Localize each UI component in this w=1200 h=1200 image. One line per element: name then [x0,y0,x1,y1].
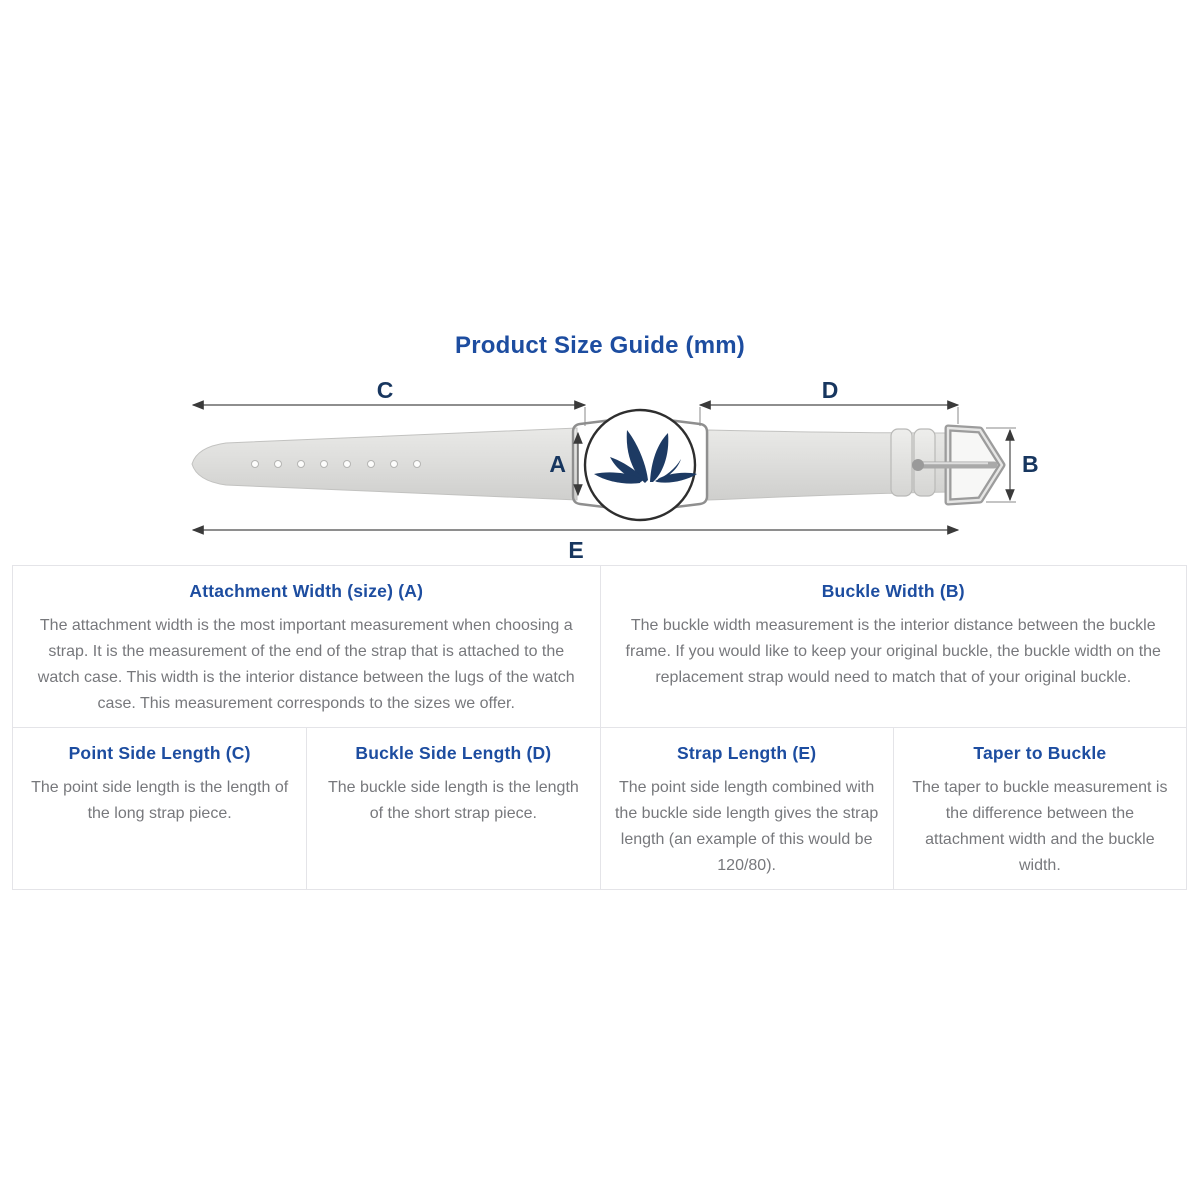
attachment-width-cell [13,566,600,727]
buckle-width-heading: Buckle Width (B) [821,581,965,601]
strap-length-heading: Strap Length (E) [676,743,817,763]
taper-to-buckle-cell [893,728,1186,889]
strap-length-description: The point side length combined with the buckle side length gives the strap length (an example of this would be 120/80). [614,779,879,874]
page-title: Product Size Guide (mm) [455,332,745,359]
point-side-length-cell [13,728,306,889]
strap-length-cell [600,728,893,889]
size-guide-table [12,565,1187,890]
dimension-label-d: D [821,377,839,403]
attachment-width-heading: Attachment Width (size) (A) [189,581,424,601]
point-side-length-heading: Point Side Length (C) [68,743,251,763]
buckle-side-length-cell [306,728,599,889]
size-guide-row-bottom [13,727,1186,889]
dimension-label-b: B [1022,451,1039,477]
buckle-width-description: The buckle width measurement is the interior distance between the buckle frame. If you would like to keep your original buckle, the buckle width on the replacement strap would need to match that of your original buckle. [625,617,1161,686]
size-guide-row-top [13,566,1186,727]
dimension-label-e: E [568,537,584,563]
buckle-side-length-description: The buckle side length is the length of the short strap piece. [327,779,579,822]
dimension-label-a: A [549,451,566,477]
taper-to-buckle-heading: Taper to Buckle [973,743,1107,763]
buckle-side-length-heading: Buckle Side Length (D) [355,743,552,763]
strap-point-side [192,428,577,500]
point-side-length-description: The point side length is the length of the long strap piece. [31,779,289,822]
dimension-label-c: C [376,377,394,403]
buckle-width-cell [600,566,1187,727]
taper-to-buckle-description: The taper to buckle measurement is the difference between the attachment width and the buckle width. [912,779,1168,874]
attachment-width-description: The attachment width is the most important measurement when choosing a strap. It is the measurement of the end of the strap that is attached to the watch case. This width is the interior distance between the lugs of the watch case. This measurement corresponds to the sizes we offer. [37,617,575,712]
